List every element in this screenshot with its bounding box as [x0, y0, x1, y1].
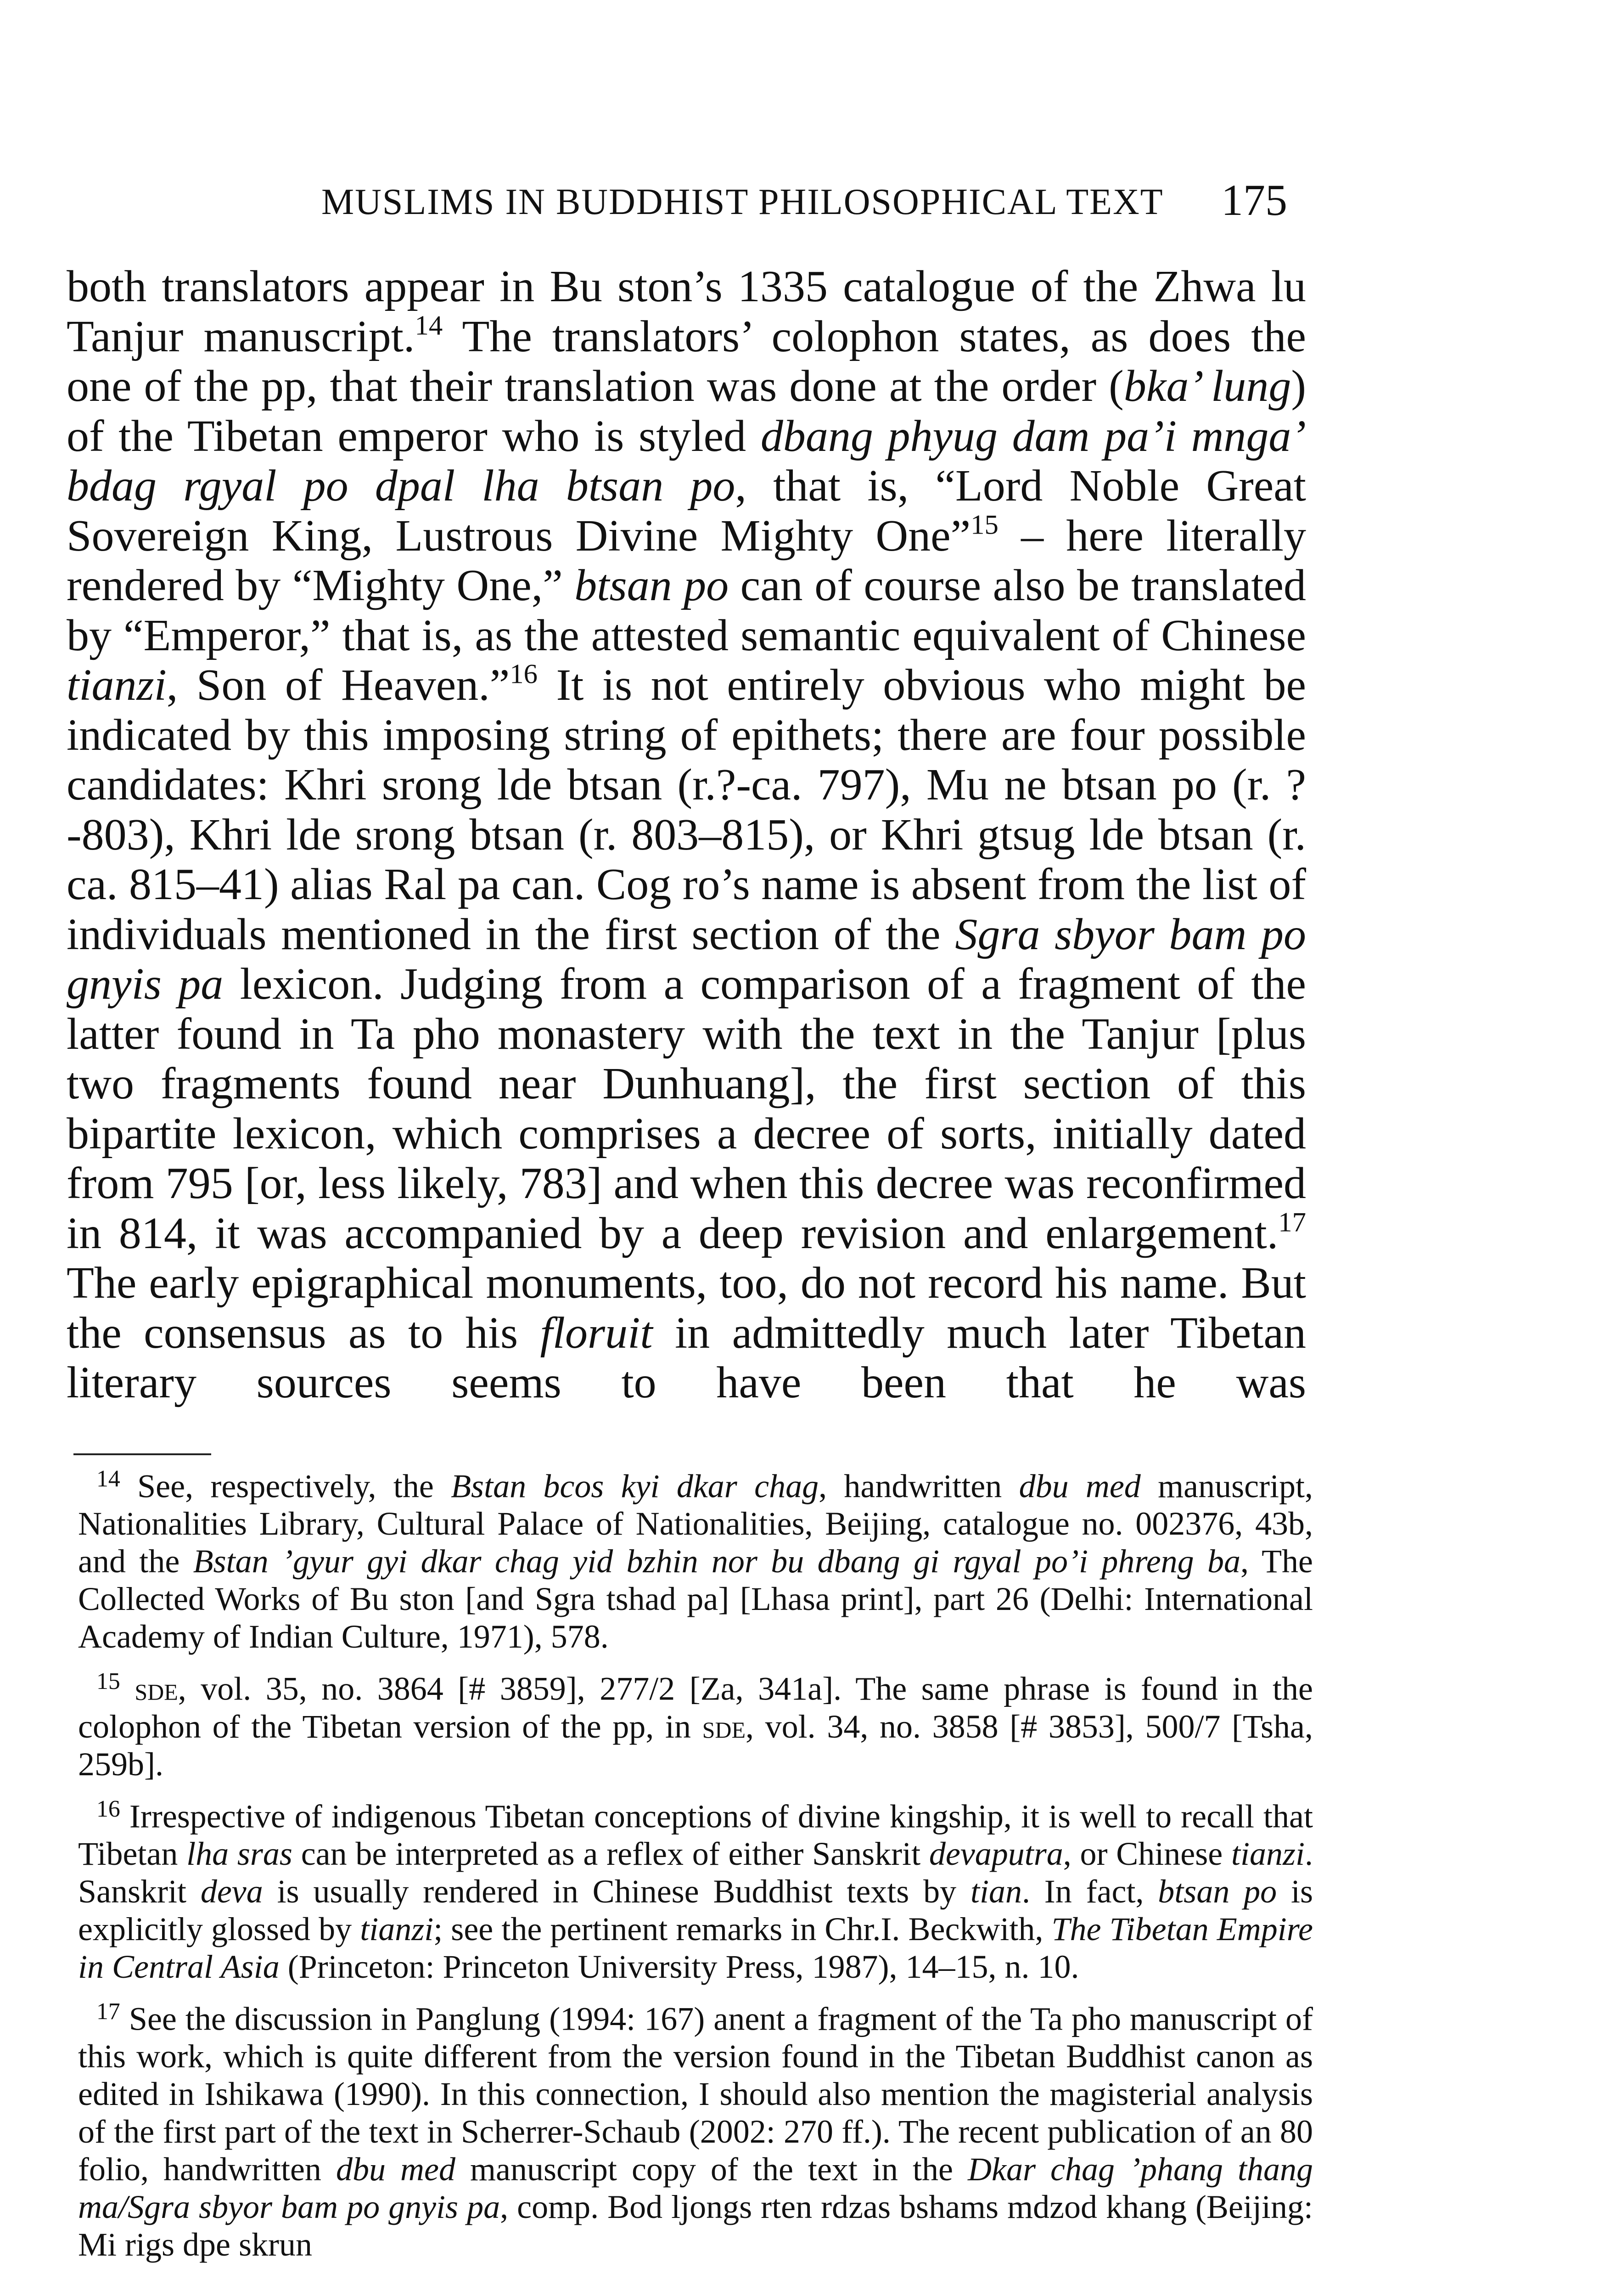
italic-term: tianzi	[1231, 1835, 1305, 1872]
text-span: ; see the pertinent remarks in Chr.I. Beckwith,	[433, 1910, 1052, 1947]
footnote-ref-17: 17	[1278, 1207, 1306, 1238]
italic-term: devaputra	[929, 1835, 1063, 1872]
italic-term: floruit	[540, 1308, 653, 1358]
italic-term: dbang phyug dam pa’i mnga’ bdag rgyal po dpal lha btsan po	[67, 411, 1306, 511]
footnote-ref-16: 16	[510, 658, 538, 690]
text-span: The early epigraphical monuments, too, do not record his name. But the consensus as to his	[67, 1258, 1306, 1358]
text-span: manuscript, Nationalities Library, Cultural Palace of Nationalities, Beijing, catalogue no. 002376, 43b, and the	[78, 1468, 1313, 1580]
text-span: , The Collected Works of Bu ston [and Sgra tshad pa] [Lhasa print], part 26 (Delhi: International Academy of Indian Culture, 1971), 578.	[78, 1543, 1313, 1655]
text-span: . Sanskrit	[78, 1835, 1313, 1910]
italic-title: Dkar chag ’phang thang ma/Sgra sbyor bam po gnyis pa	[78, 2151, 1313, 2226]
text-span: ) of the Tibetan emperor who is styled	[67, 361, 1307, 461]
italic-term: dbu med	[336, 2151, 455, 2188]
text-span: manuscript copy of the text in the	[455, 2151, 968, 2188]
footnote-number: 15	[96, 1668, 120, 1695]
footnote-14	[78, 1460, 1313, 1655]
text-span: See, respectively, the	[137, 1468, 451, 1505]
footnote-rule	[73, 1453, 211, 1455]
italic-term: bka’ lung	[1123, 361, 1291, 411]
text-span: , handwritten	[819, 1468, 1019, 1505]
text-span: (Princeton: Princeton University Press, 1987), 14–15, n. 10.	[279, 1948, 1079, 1985]
footnote-number: 17	[96, 1998, 120, 2025]
footnote-number: 14	[96, 1466, 120, 1492]
text-span: , vol. 34, no. 3858 [# 3853], 500/7 [Tsha, 259b].	[78, 1708, 1313, 1783]
italic-term: tianzi	[67, 660, 167, 710]
running-head: MUSLIMS IN BUDDHIST PHILOSOPHICAL TEXT	[321, 182, 1164, 222]
page-header	[0, 174, 1610, 225]
text-span: – here literally rendered by “Mighty One,”	[67, 511, 1306, 610]
text-span: both translators appear in Bu ston’s 1335 catalogue of the Zhwa lu Tanjur manuscript.	[67, 262, 1306, 361]
text-span: Irrespective of indigenous Tibetan conceptions of divine kingship, it is well to recall that Tibetan	[78, 1797, 1313, 1872]
small-caps-abbrev: sde	[702, 1708, 746, 1745]
footnotes	[78, 1460, 1313, 2271]
text-span: can of course also be translated by “Emperor,” that is, as the attested semantic equivalent of Chinese	[67, 561, 1307, 660]
italic-term: btsan po	[1158, 1873, 1277, 1910]
footnote-16	[78, 1790, 1313, 1986]
page-number: 175	[1221, 175, 1287, 225]
footnote-ref-15: 15	[970, 509, 999, 540]
italic-title: The Tibetan Empire in Central Asia	[78, 1910, 1313, 1985]
text-span: , vol. 35, no. 3864 [# 3859], 277/2 [Za, 341a]. The same phrase is found in the colophon of the Tibetan version of the pp, in	[78, 1670, 1313, 1745]
italic-term: Bstan ’gyur gyi dkar chag yid bzhin nor bu dbang gi rgyal po’i phreng ba	[193, 1543, 1241, 1580]
footnote-ref-14: 14	[415, 310, 443, 341]
italic-term: lha sras	[186, 1835, 292, 1872]
text-span: is explicitly glossed by	[78, 1873, 1313, 1947]
text-span: The translators’ colophon states, as does the one of the pp, that their translation was done at the order (	[67, 311, 1306, 411]
small-caps-abbrev: sde	[135, 1670, 178, 1707]
text-span: is usually rendered in Chinese Buddhist texts by	[263, 1873, 970, 1910]
italic-term: Sgra sbyor bam po gnyis pa	[67, 909, 1306, 1009]
text-span: , Son of Heaven.”	[166, 660, 510, 710]
text-span: See the discussion in Panglung (1994: 167) anent a fragment of the Ta pho manuscript of this work, which is quite different from the version found in the Tibetan Buddhist canon as edited in Ishikawa (1990). In this connection, I should also mention the magisterial analysis of the first part of the text in Scherrer-Schaub (2002: 270 ff.). The recent publication of an 80 folio, handwritten	[78, 2000, 1313, 2188]
italic-term: deva	[200, 1873, 263, 1910]
italic-term: tianzi	[360, 1910, 434, 1947]
text-span: . In fact,	[1021, 1873, 1158, 1910]
text-span: , or Chinese	[1063, 1835, 1231, 1872]
text-span: , comp. Bod ljongs rten rdzas bshams mdzod khang (Beijing: Mi rigs dpe skrun	[78, 2189, 1313, 2263]
italic-term: btsan po	[574, 561, 729, 610]
italic-term: Bstan bcos kyi dkar chag	[451, 1468, 819, 1505]
footnote-17	[78, 1993, 1313, 2263]
text-span: It is not entirely obvious who might be indicated by this imposing string of epithets; there are four possible candidates: Khri srong lde btsan (r.?-ca. 797), Mu ne btsan po (r. ?-803), Khri lde srong btsan (r. 803–815), or Khri gtsug lde btsan (r. ca. 815–41) alias Ral pa can. Cog ro’s name is absent from the list of individuals mentioned in the first section of the	[67, 660, 1306, 959]
text-span: lexicon. Judging from a comparison of a fragment of the latter found in Ta pho monastery with the text in the Tanjur [plus two fragments found near Dunhuang], the first section of this bipartite lexicon, which comprises a decree of sorts, initially dated from 795 [or, less likely, 783] and when this decree was reconfirmed in 814, it was accompanied by a deep revision and enlargement.	[67, 959, 1306, 1258]
footnote-number: 16	[96, 1795, 120, 1822]
text-span: in admittedly much later Tibetan literary sources seems to have been that he was	[67, 1308, 1306, 1407]
text-span: , that is, “Lord Noble Great Sovereign King, Lustrous Divine Mighty One”	[67, 461, 1307, 561]
text-span: can be interpreted as a reflex of either Sanskrit	[292, 1835, 929, 1872]
italic-term: dbu med	[1019, 1468, 1141, 1505]
italic-term: tian	[970, 1873, 1022, 1910]
main-paragraph	[67, 262, 1306, 1408]
footnote-15	[78, 1663, 1313, 1783]
